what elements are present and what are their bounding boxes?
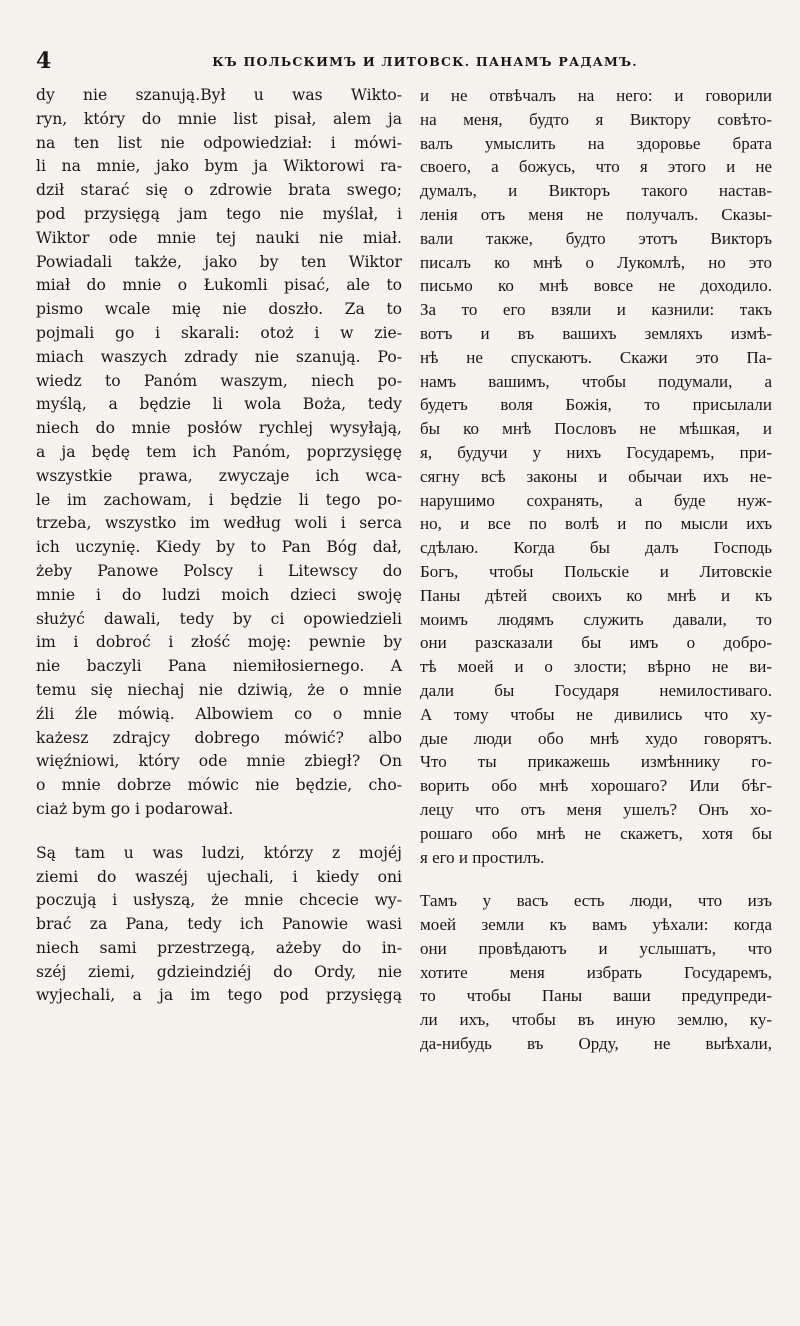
text-line: сдѣлаю. Когда бы далъ Господь	[420, 538, 772, 558]
text-line: А тому чтобы не дивились что ху-	[420, 704, 772, 724]
polish-text-column	[36, 84, 402, 1008]
text-line: они провѣдаютъ и услышатъ, что	[420, 938, 772, 958]
text-line: miach waszych zdrady nie szanują. Po-	[36, 347, 402, 366]
text-line: на меня, будто я Виктору совѣто-	[420, 109, 772, 129]
text-line: Są tam u was ludzi, którzy z mojéj	[36, 843, 402, 862]
text-line: niech do mnie posłów rychlej wysyłają,	[36, 419, 402, 438]
text-line: więźniowi, który ode mnie zbiegł? On	[36, 752, 402, 771]
text-line: miał do mnie o Łukomli pisać, ale to	[36, 276, 402, 295]
text-line: nie baczyli Pana niemiłosiernego. A	[36, 657, 402, 676]
text-line: Powiadali także, jako by ten Wiktor	[36, 252, 402, 271]
text-line: Тамъ у васъ есть люди, что изъ	[420, 891, 772, 911]
paragraph-gap	[36, 822, 402, 842]
text-line: хотите меня избрать Государемъ,	[420, 962, 772, 982]
text-line: За то его взяли и казнили: такъ	[420, 300, 772, 320]
text-line: да-нибудь въ Орду, не выѣхали,	[420, 1034, 772, 1054]
text-line: то чтобы Паны ваши предупреди-	[420, 986, 772, 1006]
text-line: ворить обо мнѣ хорошаго? Или бѣг-	[420, 776, 772, 796]
text-line: ziemi do waszéj ujechali, i kiedy oni	[36, 867, 402, 886]
text-line: будетъ воля Божія, то присылали	[420, 395, 772, 415]
text-line: валъ умыслить на здоровье брата	[420, 133, 772, 153]
text-line: pojmali go i skarali: otoż i w zie-	[36, 323, 402, 342]
text-line: намъ вашимъ, чтобы подумали, а	[420, 371, 772, 391]
text-line: dy nie szanują.Był u was Wikto-	[36, 86, 402, 104]
text-line: рошаго обо мнѣ не скажетъ, хотя бы	[420, 823, 772, 843]
text-line: niech sami przestrzegą, ażeby do in-	[36, 938, 402, 957]
russian-text-column	[420, 84, 772, 1056]
text-line: mnie i do ludzi moich dzieci swoję	[36, 585, 402, 604]
running-title: КЪ ПОЛЬСКИМЪ И ЛИТОВСК. ПАНАМЪ РАДАМЪ.	[212, 54, 638, 69]
text-line: письмо ко мнѣ вовсе не доходило.	[420, 276, 772, 296]
page-header	[28, 48, 772, 74]
text-line: na ten list nie odpowiedział: i mówi-	[36, 133, 402, 152]
text-line: im i dobroć i złość moję: pewnie by	[36, 633, 402, 652]
text-line: ли ихъ, чтобы въ иную землю, ку-	[420, 1010, 772, 1030]
text-line: но, и все по волѣ и по мысли ихъ	[420, 514, 772, 534]
text-line: pismo wcale mię nie doszło. Za to	[36, 300, 402, 319]
text-line: бы ко мнѣ Пословъ не мѣшкая, и	[420, 419, 772, 439]
text-line: нѣ не спускаютъ. Скажи это Па-	[420, 347, 772, 367]
text-line: сягну всѣ законы и обычаи ихъ не-	[420, 466, 772, 486]
text-line: dził starać się o zdrowie brata swego;	[36, 181, 402, 200]
text-line: wiedz to Panóm waszym, niech po-	[36, 371, 402, 390]
polish-paragraph-1	[36, 84, 402, 822]
text-line: моимъ людямъ служить давали, то	[420, 609, 772, 629]
page-number: 4	[36, 48, 52, 74]
text-line: żeby Panowe Polscy i Litewscy do	[36, 561, 402, 580]
text-line: я его и простилъ.	[420, 847, 545, 867]
text-line: ciaż bym go i podarował.	[36, 799, 234, 818]
russian-paragraph-1	[420, 84, 772, 869]
text-line: źli źle mówią. Albowiem co o mnie	[36, 704, 402, 723]
text-line: Что ты прикажешь измѣннику го-	[420, 752, 772, 772]
text-line: вали также, будто этотъ Викторъ	[420, 228, 772, 248]
paragraph-gap	[420, 869, 772, 889]
text-line: лецу что отъ меня ушелъ? Онъ хо-	[420, 799, 772, 819]
text-line: wyjechali, a ja im tego pod przysięgą	[36, 986, 402, 1005]
text-line: széj ziemi, gdzieindziéj do Ordy, nie	[36, 962, 402, 981]
text-line: я, будучи у нихъ Государемъ, при-	[420, 442, 772, 462]
text-line: думалъ, и Викторъ такого настав-	[420, 181, 772, 201]
text-line: o mnie dobrze mówic nie będzie, cho-	[36, 776, 402, 795]
text-line: myślą, a będzie li wola Boża, tedy	[36, 395, 402, 414]
text-line: le im zachowam, i będzie li tego po-	[36, 490, 402, 509]
polish-paragraph-2	[36, 842, 402, 1009]
text-line: każesz zdrajcy dobrego mówić? albo	[36, 728, 402, 747]
text-line: li na mnie, jako bym ja Wiktorowi ra-	[36, 157, 402, 176]
text-line: нарушимо сохранять, а буде нуж-	[420, 490, 772, 510]
text-line: своего, а божусь, что я этого и не	[420, 157, 772, 177]
text-line: wszystkie prawa, zwyczaje ich wca-	[36, 466, 402, 485]
text-line: a ja będę tem ich Panóm, poprzysięgę	[36, 442, 402, 461]
text-line: Wiktor ode mnie tej nauki nie miał.	[36, 228, 402, 247]
text-line: и не отвѣчалъ на него: и говорили	[420, 86, 772, 105]
text-line: ryn, który do mnie list pisał, alem ja	[36, 109, 402, 128]
text-line: дали бы Государя немилостиваго.	[420, 680, 772, 700]
text-line: Паны дѣтей своихъ ко мнѣ и къ	[420, 585, 772, 605]
text-line: писалъ ко мнѣ о Лукомлѣ, но это	[420, 252, 772, 272]
text-line: temu się niechaj nie dziwią, że o mnie	[36, 680, 402, 699]
text-line: służyć dawali, tedy by ci opowiedzieli	[36, 609, 402, 628]
text-line: poczują i usłyszą, że mnie chcecie wy-	[36, 891, 402, 910]
text-line: ich uczynię. Kiedy by to Pan Bóg dał,	[36, 538, 402, 557]
text-line: Богъ, чтобы Польскіе и Литовскіе	[420, 561, 772, 581]
text-line: вотъ и въ вашихъ земляхъ измѣ-	[420, 323, 772, 343]
text-line: тѣ моей и о злости; вѣрно не ви-	[420, 657, 772, 677]
text-line: ленія отъ меня не получалъ. Сказы-	[420, 204, 772, 224]
text-line: brać za Pana, tedy ich Panowie wasi	[36, 915, 402, 934]
text-line: trzeba, wszystko im według woli i serca	[36, 514, 402, 533]
text-line: pod przysięgą jam tego nie myślał, i	[36, 204, 402, 223]
text-line: дые люди обо мнѣ худо говорятъ.	[420, 728, 772, 748]
russian-paragraph-2	[420, 889, 772, 1056]
text-line: они разсказали бы имъ о добро-	[420, 633, 772, 653]
text-line: моей земли къ вамъ уѣхали: когда	[420, 915, 772, 935]
